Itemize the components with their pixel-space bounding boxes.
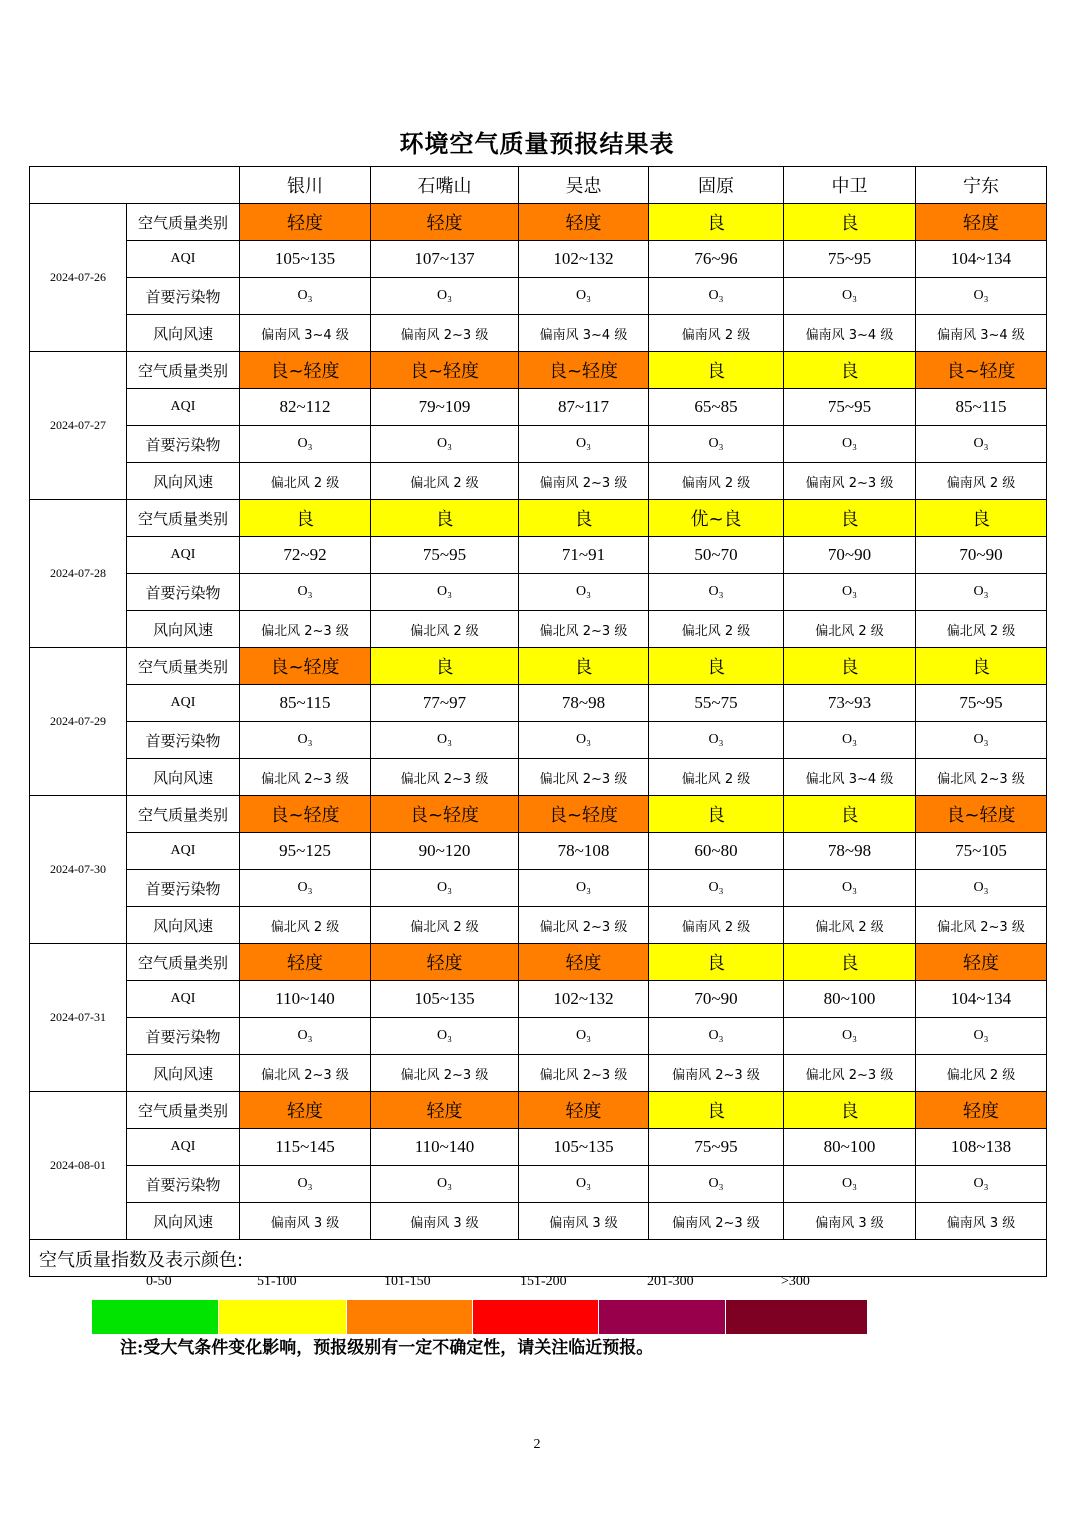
- legend-range-label: 0-50: [146, 1274, 172, 1289]
- wind-cell: 偏南风 2 级: [916, 463, 1047, 500]
- aqi-cell: 79~109: [371, 389, 519, 426]
- category-cell: 良: [784, 648, 916, 685]
- row-label-aqi: AQI: [127, 1129, 240, 1166]
- aqi-cell: 78~108: [519, 833, 649, 870]
- wind-cell: 偏北风 2~3 级: [519, 907, 649, 944]
- city-header: 石嘴山: [371, 167, 519, 204]
- pollutant-cell: O₃: [784, 870, 916, 907]
- aqi-cell: 105~135: [371, 981, 519, 1018]
- forecast-date: 2024-07-26: [30, 204, 127, 352]
- pollutant-cell: O₃: [519, 1018, 649, 1055]
- row-label-wind: 风向风速: [127, 463, 240, 500]
- wind-cell: 偏南风 3 级: [784, 1203, 916, 1240]
- category-cell: 良~轻度: [240, 352, 371, 389]
- category-cell: 良: [649, 648, 784, 685]
- pollutant-cell: O₃: [240, 574, 371, 611]
- aqi-cell: 85~115: [916, 389, 1047, 426]
- page-title: 环境空气质量预报结果表: [399, 129, 675, 158]
- category-cell: 优~良: [649, 500, 784, 537]
- category-cell: 良: [784, 500, 916, 537]
- aqi-cell: 75~95: [784, 389, 916, 426]
- category-cell: 良: [371, 648, 519, 685]
- category-cell: 良~轻度: [371, 352, 519, 389]
- category-cell: 轻度: [519, 204, 649, 241]
- wind-cell: 偏北风 2 级: [649, 611, 784, 648]
- pollutant-cell: O₃: [916, 870, 1047, 907]
- wind-cell: 偏北风 2 级: [916, 611, 1047, 648]
- aqi-cell: 70~90: [916, 537, 1047, 574]
- legend-row: [30, 1240, 1047, 1277]
- row-label-category: 空气质量类别: [127, 352, 240, 389]
- forecast-row-aqi: [30, 1129, 1047, 1166]
- forecast-row-pollutant: [30, 278, 1047, 315]
- pollutant-cell: O₃: [649, 722, 784, 759]
- category-cell: 良: [519, 648, 649, 685]
- aqi-cell: 70~90: [784, 537, 916, 574]
- wind-cell: 偏南风 2~3 级: [519, 463, 649, 500]
- city-header: 吴忠: [519, 167, 649, 204]
- row-label-aqi: AQI: [127, 537, 240, 574]
- forecast-row-aqi: [30, 833, 1047, 870]
- aqi-cell: 75~95: [649, 1129, 784, 1166]
- category-cell: 良: [519, 500, 649, 537]
- aqi-cell: 104~134: [916, 981, 1047, 1018]
- row-label-aqi: AQI: [127, 833, 240, 870]
- wind-cell: 偏南风 2 级: [649, 315, 784, 352]
- wind-cell: 偏南风 3~4 级: [784, 315, 916, 352]
- forecast-row-wind: [30, 907, 1047, 944]
- forecast-row-category: [30, 944, 1047, 981]
- category-cell: 良: [649, 1092, 784, 1129]
- category-cell: 良: [784, 1092, 916, 1129]
- legend-range-label: >300: [781, 1274, 810, 1289]
- row-label-category: 空气质量类别: [127, 944, 240, 981]
- aqi-cell: 104~134: [916, 241, 1047, 278]
- row-label-pollutant: 首要污染物: [127, 722, 240, 759]
- aqi-cell: 102~132: [519, 981, 649, 1018]
- wind-cell: 偏北风 2~3 级: [240, 611, 371, 648]
- forecast-row-category: [30, 796, 1047, 833]
- category-cell: 良~轻度: [916, 352, 1047, 389]
- row-label-pollutant: 首要污染物: [127, 1018, 240, 1055]
- category-cell: 轻度: [519, 1092, 649, 1129]
- wind-cell: 偏北风 2 级: [784, 907, 916, 944]
- category-cell: 良: [784, 944, 916, 981]
- aqi-cell: 87~117: [519, 389, 649, 426]
- pollutant-cell: O₃: [649, 426, 784, 463]
- category-cell: 良: [784, 204, 916, 241]
- row-label-pollutant: 首要污染物: [127, 1166, 240, 1203]
- legend-color-swatch: [92, 1300, 218, 1334]
- aqi-cell: 110~140: [240, 981, 371, 1018]
- pollutant-cell: O₃: [784, 278, 916, 315]
- pollutant-cell: O₃: [784, 722, 916, 759]
- forecast-row-category: [30, 1092, 1047, 1129]
- category-cell: 良: [916, 648, 1047, 685]
- wind-cell: 偏北风 2 级: [649, 759, 784, 796]
- aqi-cell: 75~95: [784, 241, 916, 278]
- pollutant-cell: O₃: [240, 1018, 371, 1055]
- wind-cell: 偏北风 2 级: [371, 907, 519, 944]
- row-label-pollutant: 首要污染物: [127, 278, 240, 315]
- forecast-row-wind: [30, 759, 1047, 796]
- aqi-cell: 105~135: [519, 1129, 649, 1166]
- row-label-category: 空气质量类别: [127, 796, 240, 833]
- row-label-wind: 风向风速: [127, 759, 240, 796]
- category-cell: 良: [649, 944, 784, 981]
- aqi-cell: 108~138: [916, 1129, 1047, 1166]
- pollutant-cell: O₃: [649, 1018, 784, 1055]
- pollutant-cell: O₃: [649, 1166, 784, 1203]
- legend-range-label: 51-100: [257, 1274, 297, 1289]
- aqi-cell: 55~75: [649, 685, 784, 722]
- row-label-aqi: AQI: [127, 685, 240, 722]
- wind-cell: 偏北风 2 级: [916, 1055, 1047, 1092]
- forecast-date: 2024-07-30: [30, 796, 127, 944]
- wind-cell: 偏北风 2~3 级: [240, 759, 371, 796]
- pollutant-cell: O₃: [519, 1166, 649, 1203]
- aqi-cell: 85~115: [240, 685, 371, 722]
- city-header: 中卫: [784, 167, 916, 204]
- aqi-cell: 82~112: [240, 389, 371, 426]
- category-cell: 轻度: [240, 204, 371, 241]
- forecast-row-wind: [30, 463, 1047, 500]
- wind-cell: 偏南风 2~3 级: [371, 315, 519, 352]
- row-label-aqi: AQI: [127, 389, 240, 426]
- aqi-cell: 102~132: [519, 241, 649, 278]
- aqi-cell: 73~93: [784, 685, 916, 722]
- wind-cell: 偏南风 3 级: [371, 1203, 519, 1240]
- aqi-cell: 95~125: [240, 833, 371, 870]
- legend-color-swatch: [347, 1300, 472, 1334]
- category-cell: 良: [784, 352, 916, 389]
- forecast-row-pollutant: [30, 870, 1047, 907]
- forecast-row-aqi: [30, 981, 1047, 1018]
- row-label-wind: 风向风速: [127, 315, 240, 352]
- category-cell: 轻度: [240, 944, 371, 981]
- legend-range-label: 101-150: [384, 1274, 431, 1289]
- forecast-date: 2024-07-29: [30, 648, 127, 796]
- category-cell: 良: [784, 796, 916, 833]
- pollutant-cell: O₃: [519, 574, 649, 611]
- pollutant-cell: O₃: [916, 278, 1047, 315]
- aqi-cell: 70~90: [649, 981, 784, 1018]
- pollutant-cell: O₃: [240, 870, 371, 907]
- aqi-cell: 77~97: [371, 685, 519, 722]
- pollutant-cell: O₃: [240, 426, 371, 463]
- forecast-row-aqi: [30, 685, 1047, 722]
- pollutant-cell: O₃: [371, 1018, 519, 1055]
- forecast-date: 2024-07-28: [30, 500, 127, 648]
- wind-cell: 偏南风 3 级: [519, 1203, 649, 1240]
- pollutant-cell: O₃: [240, 722, 371, 759]
- aqi-cell: 115~145: [240, 1129, 371, 1166]
- forecast-row-category: [30, 204, 1047, 241]
- aqi-cell: 50~70: [649, 537, 784, 574]
- legend-range-label: 151-200: [520, 1274, 567, 1289]
- aqi-cell: 60~80: [649, 833, 784, 870]
- legend-range-label: 201-300: [647, 1274, 694, 1289]
- row-label-wind: 风向风速: [127, 907, 240, 944]
- wind-cell: 偏北风 2~3 级: [519, 759, 649, 796]
- row-label-wind: 风向风速: [127, 1055, 240, 1092]
- pollutant-cell: O₃: [371, 1166, 519, 1203]
- aqi-cell: 65~85: [649, 389, 784, 426]
- wind-cell: 偏北风 2~3 级: [371, 1055, 519, 1092]
- aqi-cell: 75~95: [371, 537, 519, 574]
- pollutant-cell: O₃: [784, 426, 916, 463]
- pollutant-cell: O₃: [371, 870, 519, 907]
- wind-cell: 偏北风 2 级: [240, 463, 371, 500]
- wind-cell: 偏北风 2 级: [240, 907, 371, 944]
- pollutant-cell: O₃: [519, 722, 649, 759]
- city-header: 固原: [649, 167, 784, 204]
- legend-color-swatch: [726, 1300, 867, 1334]
- category-cell: 良: [649, 352, 784, 389]
- legend-color-swatch: [599, 1300, 725, 1334]
- wind-cell: 偏南风 3 级: [240, 1203, 371, 1240]
- forecast-row-wind: [30, 1055, 1047, 1092]
- category-cell: 良: [240, 500, 371, 537]
- pollutant-cell: O₃: [916, 426, 1047, 463]
- aqi-cell: 72~92: [240, 537, 371, 574]
- forecast-date: 2024-07-27: [30, 352, 127, 500]
- forecast-note: 注:受大气条件变化影响，预报级别有一定不确定性，请关注临近预报。: [120, 1338, 654, 1358]
- wind-cell: 偏南风 2~3 级: [649, 1055, 784, 1092]
- forecast-row-pollutant: [30, 1166, 1047, 1203]
- wind-cell: 偏北风 2~3 级: [519, 1055, 649, 1092]
- pollutant-cell: O₃: [240, 278, 371, 315]
- forecast-row-wind: [30, 315, 1047, 352]
- forecast-date: 2024-07-31: [30, 944, 127, 1092]
- row-label-category: 空气质量类别: [127, 1092, 240, 1129]
- row-label-aqi: AQI: [127, 981, 240, 1018]
- row-label-wind: 风向风速: [127, 1203, 240, 1240]
- city-header: 银川: [240, 167, 371, 204]
- category-cell: 良: [649, 204, 784, 241]
- wind-cell: 偏北风 2~3 级: [371, 759, 519, 796]
- wind-cell: 偏南风 2~3 级: [784, 463, 916, 500]
- category-cell: 轻度: [916, 204, 1047, 241]
- forecast-body: [30, 204, 1047, 1240]
- wind-cell: 偏北风 2~3 级: [784, 1055, 916, 1092]
- aqi-cell: 75~105: [916, 833, 1047, 870]
- legend-title: 空气质量指数及表示颜色:: [39, 1250, 244, 1271]
- wind-cell: 偏北风 2~3 级: [916, 907, 1047, 944]
- category-cell: 良: [371, 500, 519, 537]
- pollutant-cell: O₃: [784, 1018, 916, 1055]
- aqi-cell: 80~100: [784, 981, 916, 1018]
- forecast-row-wind: [30, 1203, 1047, 1240]
- row-label-category: 空气质量类别: [127, 648, 240, 685]
- pollutant-cell: O₃: [916, 722, 1047, 759]
- legend-color-swatch: [219, 1300, 346, 1334]
- wind-cell: 偏北风 2 级: [371, 611, 519, 648]
- forecast-row-pollutant: [30, 1018, 1047, 1055]
- category-cell: 良~轻度: [240, 648, 371, 685]
- aqi-cell: 75~95: [916, 685, 1047, 722]
- wind-cell: 偏北风 2~3 级: [916, 759, 1047, 796]
- category-cell: 轻度: [240, 1092, 371, 1129]
- wind-cell: 偏南风 3~4 级: [240, 315, 371, 352]
- forecast-row-category: [30, 648, 1047, 685]
- forecast-row-pollutant: [30, 722, 1047, 759]
- pollutant-cell: O₃: [649, 870, 784, 907]
- forecast-row-wind: [30, 611, 1047, 648]
- wind-cell: 偏北风 2 级: [784, 611, 916, 648]
- aqi-cell: 76~96: [649, 241, 784, 278]
- wind-cell: 偏南风 2 级: [649, 463, 784, 500]
- category-cell: 良~轻度: [240, 796, 371, 833]
- wind-cell: 偏南风 3~4 级: [519, 315, 649, 352]
- row-label-pollutant: 首要污染物: [127, 426, 240, 463]
- category-cell: 良: [916, 500, 1047, 537]
- category-cell: 良~轻度: [916, 796, 1047, 833]
- row-label-category: 空气质量类别: [127, 500, 240, 537]
- pollutant-cell: O₃: [371, 426, 519, 463]
- page-number: 2: [533, 1437, 541, 1452]
- aqi-cell: 78~98: [519, 685, 649, 722]
- wind-cell: 偏南风 2 级: [649, 907, 784, 944]
- category-cell: 良~轻度: [371, 796, 519, 833]
- forecast-row-aqi: [30, 537, 1047, 574]
- pollutant-cell: O₃: [784, 1166, 916, 1203]
- forecast-row-aqi: [30, 241, 1047, 278]
- forecast-row-aqi: [30, 389, 1047, 426]
- category-cell: 轻度: [519, 944, 649, 981]
- row-label-pollutant: 首要污染物: [127, 574, 240, 611]
- wind-cell: 偏南风 3~4 级: [916, 315, 1047, 352]
- row-label-pollutant: 首要污染物: [127, 870, 240, 907]
- aqi-cell: 90~120: [371, 833, 519, 870]
- pollutant-cell: O₃: [371, 722, 519, 759]
- row-label-aqi: AQI: [127, 241, 240, 278]
- category-cell: 轻度: [916, 1092, 1047, 1129]
- pollutant-cell: O₃: [240, 1166, 371, 1203]
- city-header: 宁东: [916, 167, 1047, 204]
- category-cell: 轻度: [371, 944, 519, 981]
- category-cell: 良~轻度: [519, 352, 649, 389]
- category-cell: 轻度: [371, 204, 519, 241]
- city-header-row: [30, 167, 1047, 204]
- pollutant-cell: O₃: [916, 1166, 1047, 1203]
- aqi-cell: 110~140: [371, 1129, 519, 1166]
- forecast-row-category: [30, 500, 1047, 537]
- pollutant-cell: O₃: [519, 870, 649, 907]
- forecast-date: 2024-08-01: [30, 1092, 127, 1240]
- pollutant-cell: O₃: [519, 426, 649, 463]
- wind-cell: 偏北风 2 级: [371, 463, 519, 500]
- pollutant-cell: O₃: [649, 574, 784, 611]
- aqi-cell: 71~91: [519, 537, 649, 574]
- forecast-row-category: [30, 352, 1047, 389]
- wind-cell: 偏北风 2~3 级: [240, 1055, 371, 1092]
- pollutant-cell: O₃: [916, 1018, 1047, 1055]
- forecast-row-pollutant: [30, 574, 1047, 611]
- forecast-row-pollutant: [30, 426, 1047, 463]
- category-cell: 轻度: [371, 1092, 519, 1129]
- pollutant-cell: O₃: [371, 574, 519, 611]
- pollutant-cell: O₃: [649, 278, 784, 315]
- wind-cell: 偏南风 2~3 级: [649, 1203, 784, 1240]
- pollutant-cell: O₃: [784, 574, 916, 611]
- category-cell: 良~轻度: [519, 796, 649, 833]
- wind-cell: 偏南风 3 级: [916, 1203, 1047, 1240]
- category-cell: 轻度: [916, 944, 1047, 981]
- aqi-cell: 107~137: [371, 241, 519, 278]
- forecast-table: [29, 166, 1047, 1289]
- legend-color-swatch: [473, 1300, 598, 1334]
- pollutant-cell: O₃: [519, 278, 649, 315]
- row-label-category: 空气质量类别: [127, 204, 240, 241]
- pollutant-cell: O₃: [916, 574, 1047, 611]
- aqi-cell: 78~98: [784, 833, 916, 870]
- pollutant-cell: O₃: [371, 278, 519, 315]
- wind-cell: 偏北风 3~4 级: [784, 759, 916, 796]
- wind-cell: 偏北风 2~3 级: [519, 611, 649, 648]
- legend-cell: [30, 1240, 1047, 1289]
- header-corner: [30, 167, 240, 204]
- row-label-wind: 风向风速: [127, 611, 240, 648]
- category-cell: 良: [649, 796, 784, 833]
- aqi-cell: 105~135: [240, 241, 371, 278]
- aqi-cell: 80~100: [784, 1129, 916, 1166]
